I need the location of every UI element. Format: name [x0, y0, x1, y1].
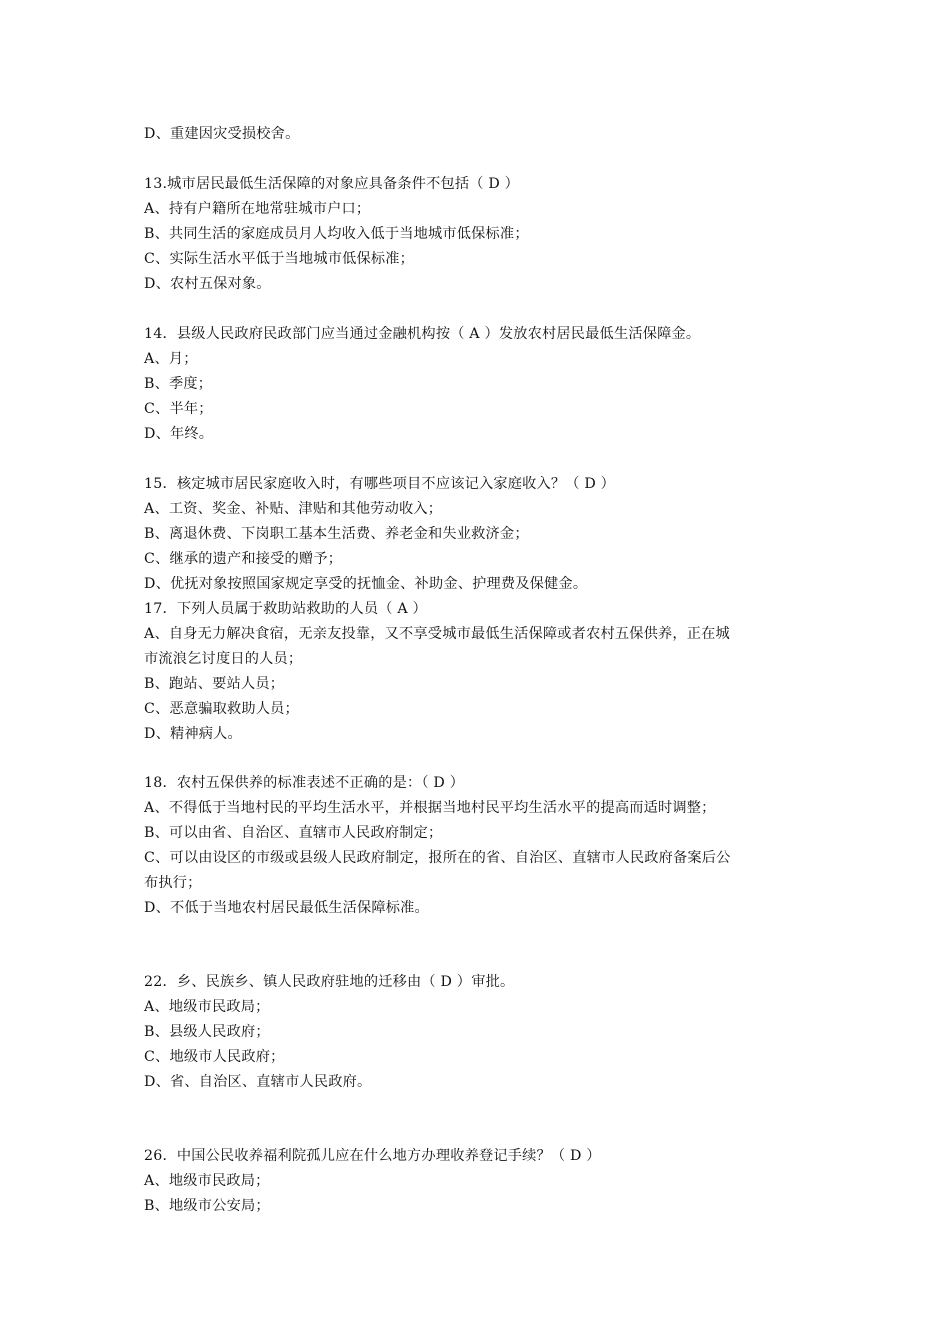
- option-line: C、半年；: [144, 401, 213, 417]
- option-line: A、自身无力解决食宿，无亲友投靠，又不享受城市最低生活保障或者农村五保供养，正在城: [144, 626, 730, 642]
- option-line: D、年终。: [144, 426, 214, 442]
- option-line: C、实际生活水平低于当地城市低保标准；: [144, 251, 415, 267]
- option-line: A、工资、奖金、补贴、津贴和其他劳动收入；: [144, 501, 443, 517]
- option-line: 市流浪乞讨度日的人员；: [144, 651, 303, 667]
- option-line: A、地级市民政局；: [144, 1173, 270, 1189]
- option-line: C、恶意骗取救助人员；: [144, 701, 299, 717]
- option-line: B、跑站、要站人员；: [144, 676, 285, 692]
- option-line: C、继承的遗产和接受的赠予；: [144, 551, 343, 567]
- option-line: C、地级市人民政府；: [144, 1049, 285, 1065]
- option-line: B、县级人民政府；: [144, 1024, 270, 1040]
- option-line: D、精神病人。: [144, 726, 242, 742]
- question-14: 14．县级人民政府民政部门应当通过金融机构按（ A ）发放农村居民最低生活保障金。: [144, 326, 701, 342]
- option-line: B、季度；: [144, 376, 213, 392]
- option-line: B、可以由省、自治区、直辖市人民政府制定；: [144, 825, 443, 841]
- question-17: 17．下列人员属于救助站救助的人员（ A ）: [144, 601, 427, 617]
- option-line: C、可以由设区的市级或县级人民政府制定，报所在的省、自治区、直辖市人民政府备案后公: [144, 850, 731, 866]
- option-line: D、省、自治区、直辖市人民政府。: [144, 1074, 372, 1090]
- question-18: 18．农村五保供养的标准表述不正确的是：（ D ）: [144, 775, 465, 791]
- option-line: A、地级市民政局；: [144, 999, 270, 1015]
- option-line: 布执行；: [144, 875, 202, 891]
- question-26: 26．中国公民收养福利院孤儿应在什么地方办理收养登记手续？（ D ）: [144, 1148, 601, 1164]
- document-page: [144, 0, 814, 1344]
- option-line: D、优抚对象按照国家规定享受的抚恤金、补助金、护理费及保健金。: [144, 576, 588, 592]
- option-line: D、不低于当地农村居民最低生活保障标准。: [144, 900, 429, 916]
- question-15: 15．核定城市居民家庭收入时，有哪些项目不应该记入家庭收入？（ D ）: [144, 476, 616, 492]
- text-line: D、重建因灾受损校舍。: [144, 126, 300, 142]
- option-line: B、地级市公安局；: [144, 1198, 270, 1214]
- option-line: B、共同生活的家庭成员月人均收入低于当地城市低保标准；: [144, 226, 529, 242]
- question-13: 13.城市居民最低生活保障的对象应具备条件不包括（ D ）: [144, 176, 520, 192]
- option-line: A、不得低于当地村民的平均生活水平，并根据当地村民平均生活水平的提高而适时调整；: [144, 800, 716, 816]
- option-line: B、离退休费、下岗职工基本生活费、养老金和失业救济金；: [144, 526, 529, 542]
- option-line: A、月；: [144, 351, 198, 367]
- question-22: 22．乡、民族乡、镇人民政府驻地的迁移由（ D ）审批。: [144, 974, 515, 990]
- option-line: A、持有户籍所在地常驻城市户口；: [144, 201, 371, 217]
- option-line: D、农村五保对象。: [144, 276, 271, 292]
